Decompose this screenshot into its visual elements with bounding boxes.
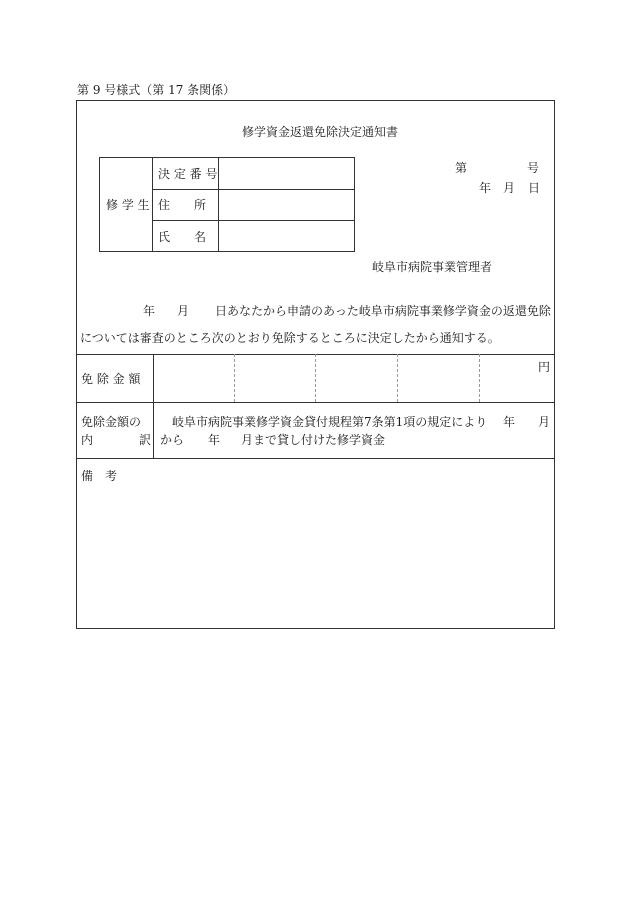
breakdown-from: から	[160, 433, 185, 447]
decision-number-label: 決 定 番 号	[158, 167, 218, 181]
student-table-divider	[152, 220, 354, 221]
number-suffix: 号	[527, 161, 540, 175]
exemption-amount-label: 免 除 金 額	[81, 372, 141, 386]
label-column-divider	[153, 354, 154, 458]
date-year: 年	[479, 181, 492, 195]
student-table-divider	[152, 158, 153, 251]
date-day: 日	[528, 181, 541, 195]
breakdown-label-wake: 訳	[139, 433, 152, 447]
name-label: 氏 名	[158, 230, 207, 244]
number-prefix: 第	[455, 161, 468, 175]
breakdown-text-line1: 岐阜市病院事業修学資金貸付規程第7条第1項の規定により	[172, 415, 488, 429]
section-divider	[76, 402, 555, 403]
form-number-header: 第 9 号様式（第 17 条関係）	[77, 83, 236, 97]
issuer: 岐阜市病院事業管理者	[372, 260, 493, 274]
student-table-divider	[218, 158, 219, 251]
student-table-divider	[152, 189, 354, 190]
breakdown-text-line2: 月まで貸し付けた修学資金	[241, 433, 386, 447]
breakdown-label-uchi: 内	[81, 433, 94, 447]
breakdown-label-line1: 免除金額の	[81, 415, 142, 429]
student-group-label: 修 学 生	[106, 198, 150, 212]
body-year: 年	[143, 304, 156, 318]
amount-digit-divider	[234, 354, 235, 402]
body-month: 月	[177, 304, 190, 318]
breakdown-year: 年	[503, 415, 516, 429]
amount-digit-divider	[479, 354, 480, 402]
section-divider	[76, 458, 555, 459]
breakdown-year2: 年	[208, 433, 221, 447]
body-text-line2: については審査のところ次のとおり免除するところに決定したから通知する。	[80, 331, 500, 345]
amount-digit-divider	[397, 354, 398, 402]
amount-digit-divider	[315, 354, 316, 402]
remarks-label: 備 考	[81, 469, 118, 483]
body-text-line1: 日あなたから申請のあった岐阜市病院事業修学資金の返還免除	[215, 304, 551, 318]
yen-unit: 円	[538, 360, 551, 374]
address-label: 住 所	[158, 198, 207, 212]
document-title: 修学資金返還免除決定通知書	[242, 125, 399, 139]
breakdown-month: 月	[538, 415, 551, 429]
date-month: 月	[503, 181, 516, 195]
